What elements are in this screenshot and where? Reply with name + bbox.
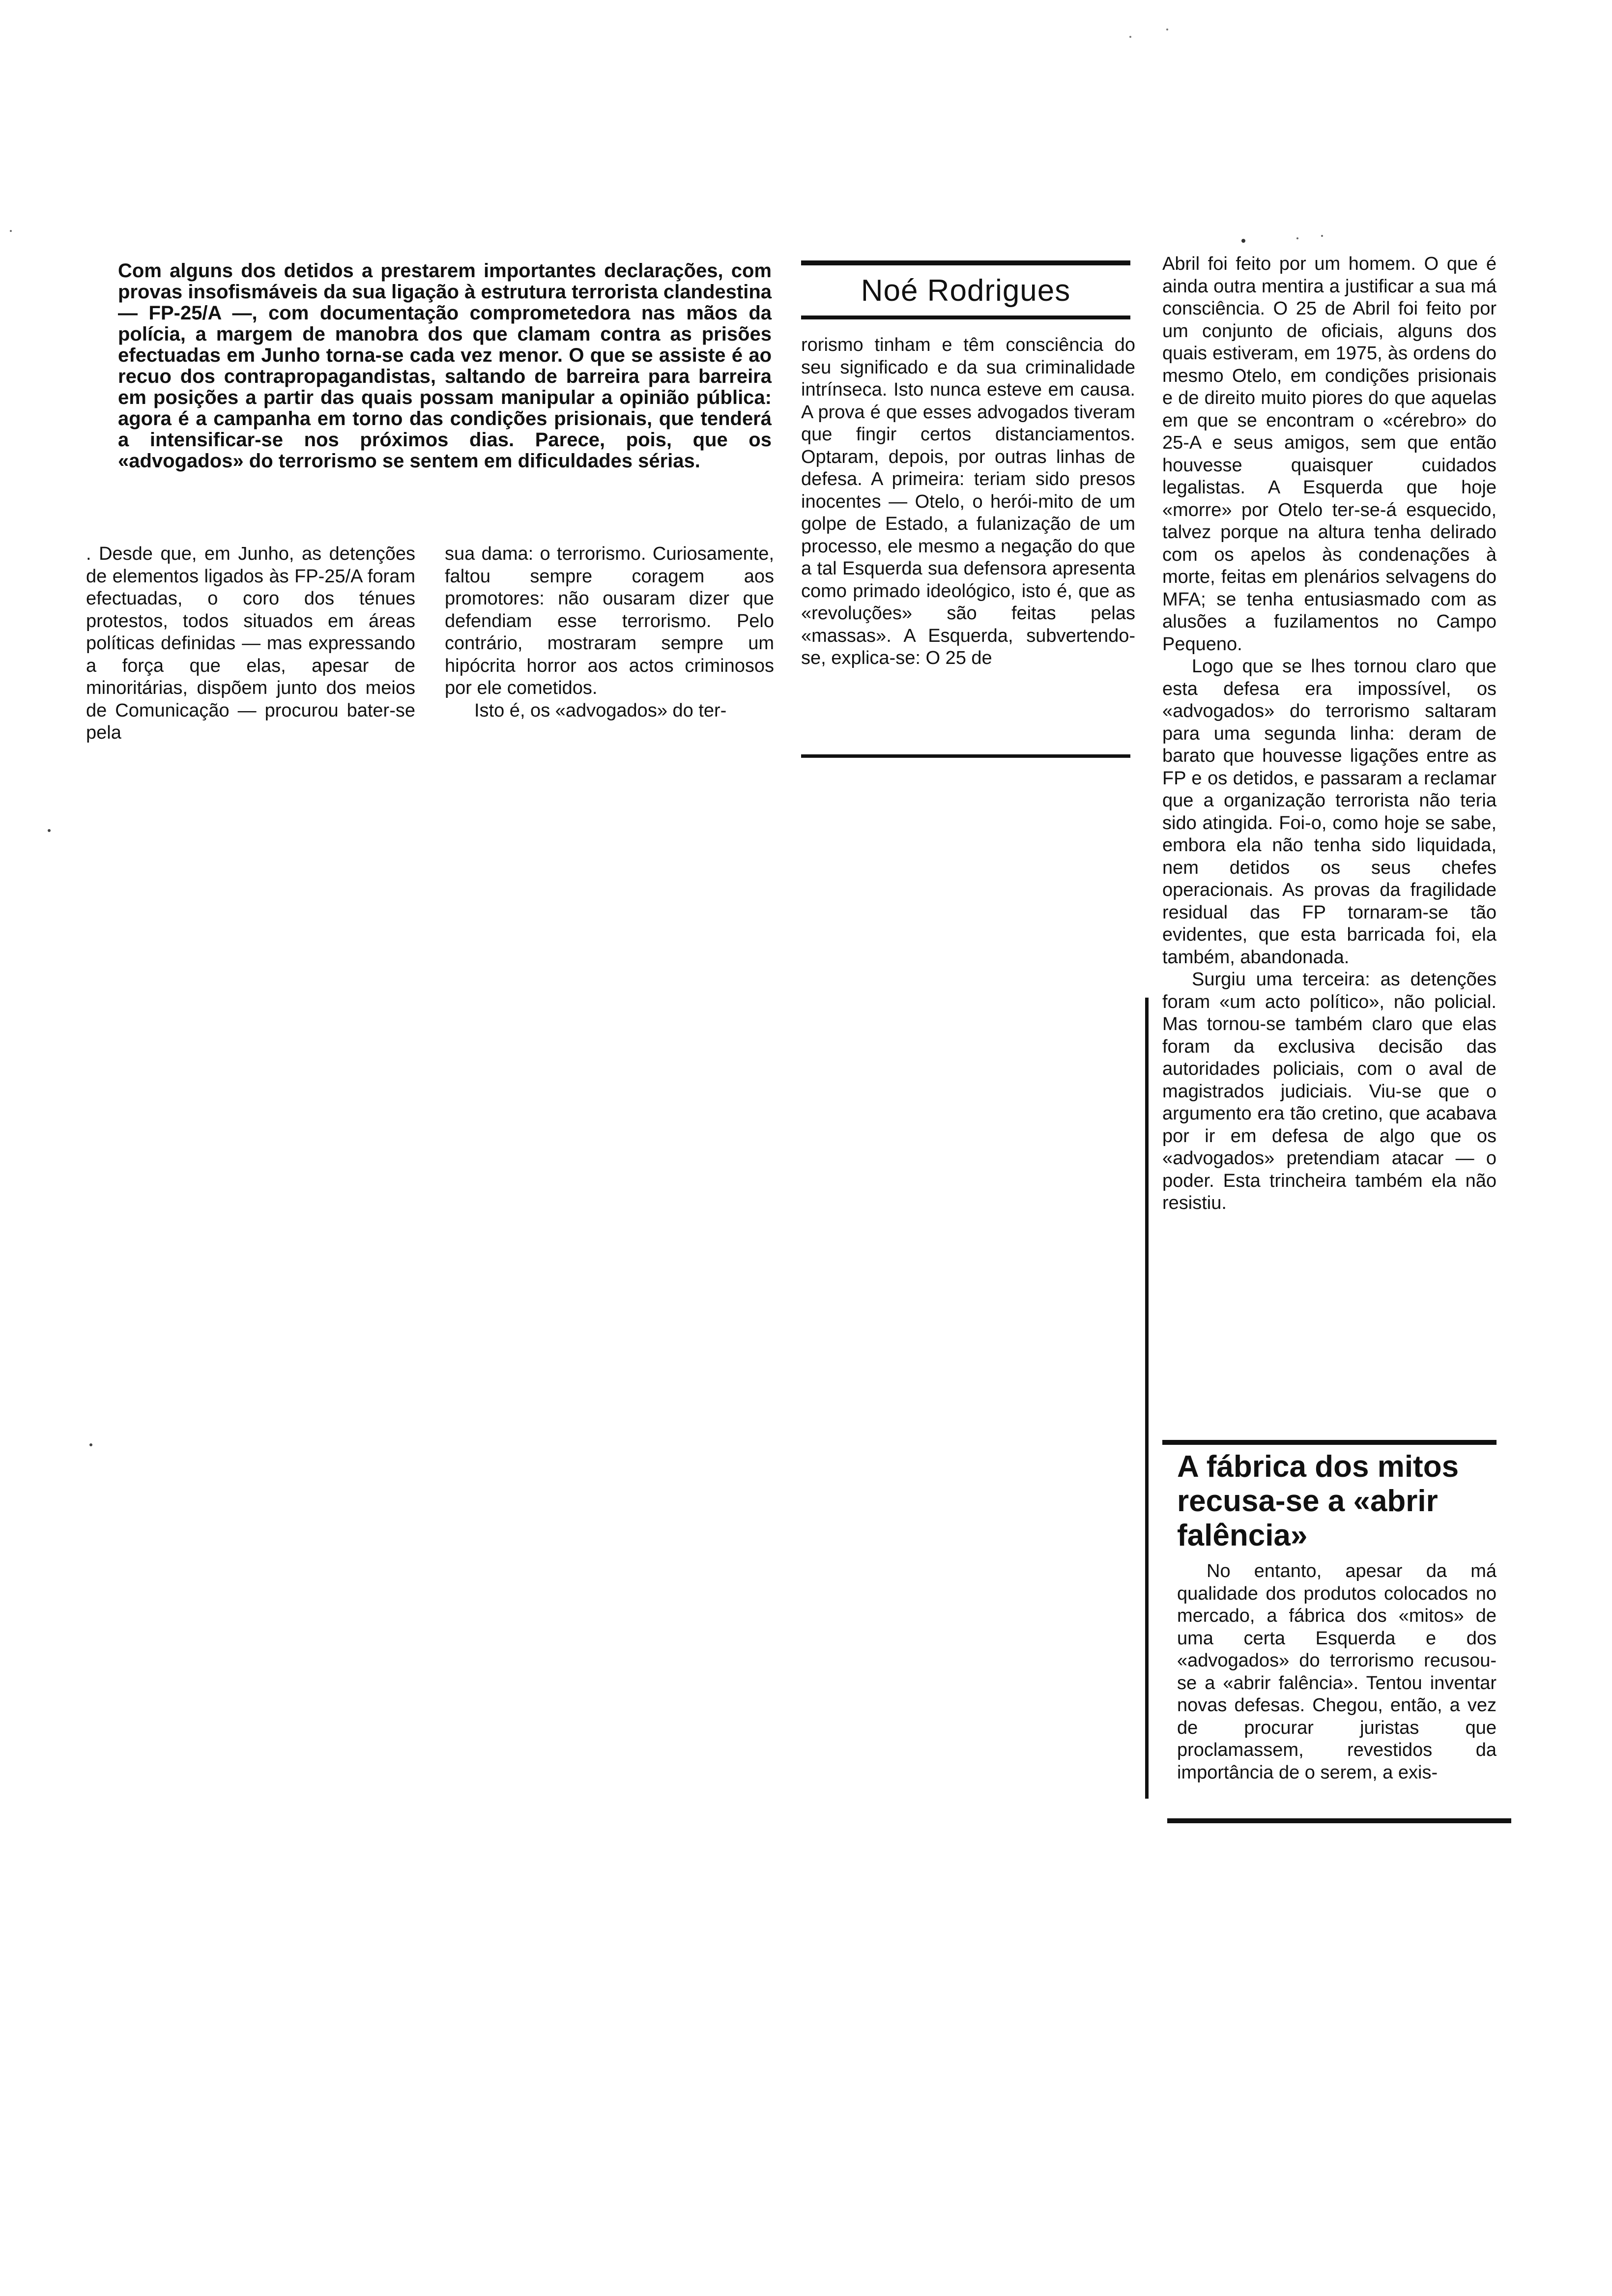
author-byline: Noé Rodrigues [861,274,1071,308]
col4-paragraph-3: Surgiu uma terceira: as detenções foram «um acto político», não policial. Mas tornou-se também claro que elas foram da exclusiva decisão das autoridades policiais, com o aval de magistrados judiciais. Viu-se que o argumento era tão cretino, que acabava por ir em defesa de algo que os «advogados» pretendiam atacar — o poder. Esta trincheira também ela não resistiu. [1162,969,1497,1213]
byline-bottom-rule [801,316,1130,319]
column-4 [1162,253,1497,1215]
column-2 [445,543,774,722]
col1-paragraph: . Desde que, em Junho, as detenções de elementos ligados às FP-25/A foram efectuadas, o coro dos ténues protestos, todos situados em áreas políticas definidas — mas expressando a força que elas, apesar de minoritárias, dispõem junto dos meios de Comunicação — procurou bater-se pela [86,544,415,743]
subheading [1177,1450,1511,1553]
column-5 [1177,1560,1497,1784]
column-5-end-rule [1167,1818,1511,1823]
col2-paragraph-1: sua dama: o terrorismo. Curiosamente, faltou sempre coragem aos promotores: não ousaram dizer que defendiam esse terrorismo. Pelo contrário, mostraram sempre um hipócrita horror aos actos criminosos por ele cometidos. [445,544,774,698]
column-3 [801,334,1135,670]
subheading-line-3: falência» [1177,1519,1308,1552]
subheading-line-1: A fábrica dos mitos [1177,1450,1459,1484]
byline-top-rule [801,260,1130,265]
col3-paragraph: rorismo tinham e têm consciência do seu significado e da sua criminalidade intrínseca. Isto nunca esteve em causa. A prova é que esses advogados tiveram que fingir certos distanciamentos. Optaram, depois, por outras linhas de defesa. A primeira: teriam sido presos inocentes — Otelo, o herói-mito de um golpe de Estado, a fulanização de um processo, ele mesmo a negação do que a tal Esquerda sua defensora apresenta como primado ideológico, isto é, que as «revoluções» são feitas pelas «massas». A Esquerda, subvertendo-se, explica-se: O 25 de [801,335,1135,668]
lead-text: Com alguns dos detidos a prestarem importantes declarações, com provas insofismáveis da sua ligação à estrutura terrorista clandestina — FP-25/A —, com documentação comprometedora nas mãos da polícia, a margem de manobra dos que clamam contra as prisões efectuadas em Junho torna-se cada vez menor. O que se assiste é ao recuo dos contrapropagandistas, saltando de barreira para barreira em posições a partir das quais possam manipular a opinião pública: agora é a campanha em torno das condições prisionais, que tenderá a intensificar-se nos próximos dias. Parece, pois, que os «advogados» do terrorismo se sentem em dificuldades sérias. [118,260,772,472]
col2-paragraph-2: Isto é, os «advogados» do ter- [474,700,727,721]
column-vertical-rule [1145,998,1149,1799]
col4-paragraph-2: Logo que se lhes tornou claro que esta defesa era impossível, os «advogados» do terrorismo saltaram para uma segunda linha: deram de barato que houvesse ligações entre as FP e os detidos, e passaram a reclamar que a organização terrorista não teria sido atingida. Foi-o, como hoje se sabe, embora ela não tenha sido liquidada, nem detidos os seus chefes operacionais. As provas da fragilidade residual das FP tornaram-se tão evidentes, que esta barricada foi, ela também, abandonada. [1162,656,1497,968]
col5-paragraph: No entanto, apesar da má qualidade dos produtos colocados no mercado, a fábrica dos «mitos» de uma certa Esquerda e dos «advogados» do terrorismo recusou-se a «abrir falência». Tentou inventar novas defesas. Chegou, então, a vez de procurar juristas que proclamassem, revestidos da importância de o serem, a exis- [1177,1561,1497,1783]
byline-box [801,260,1130,324]
subhead-top-rule [1162,1440,1497,1445]
column-3-end-rule [801,754,1130,758]
lead-paragraph [118,260,772,472]
column-1 [86,543,415,745]
col4-paragraph-1: Abril foi feito por um homem. O que é ainda outra mentira a justificar a sua má consciência. O 25 de Abril foi feito por um conjunto de oficiais, alguns dos quais estiveram, em 1975, às ordens do mesmo Otelo, em condições prisionais e de direito muito piores do que aquelas em que se encontram o «cérebro» do 25-A e seus amigos, sem que então houvesse quaisquer cuidados legalistas. A Esquerda que hoje «morre» por Otelo ter-se-á esquecido, talvez porque na altura tenha delirado com os apelos às condenações à morte, feitas em plenários selvagens do MFA; se tenha entusiasmado com as alusões a fuzilamentos no Campo Pequeno. [1162,254,1497,655]
subheading-line-2: recusa-se a «abrir [1177,1484,1438,1518]
